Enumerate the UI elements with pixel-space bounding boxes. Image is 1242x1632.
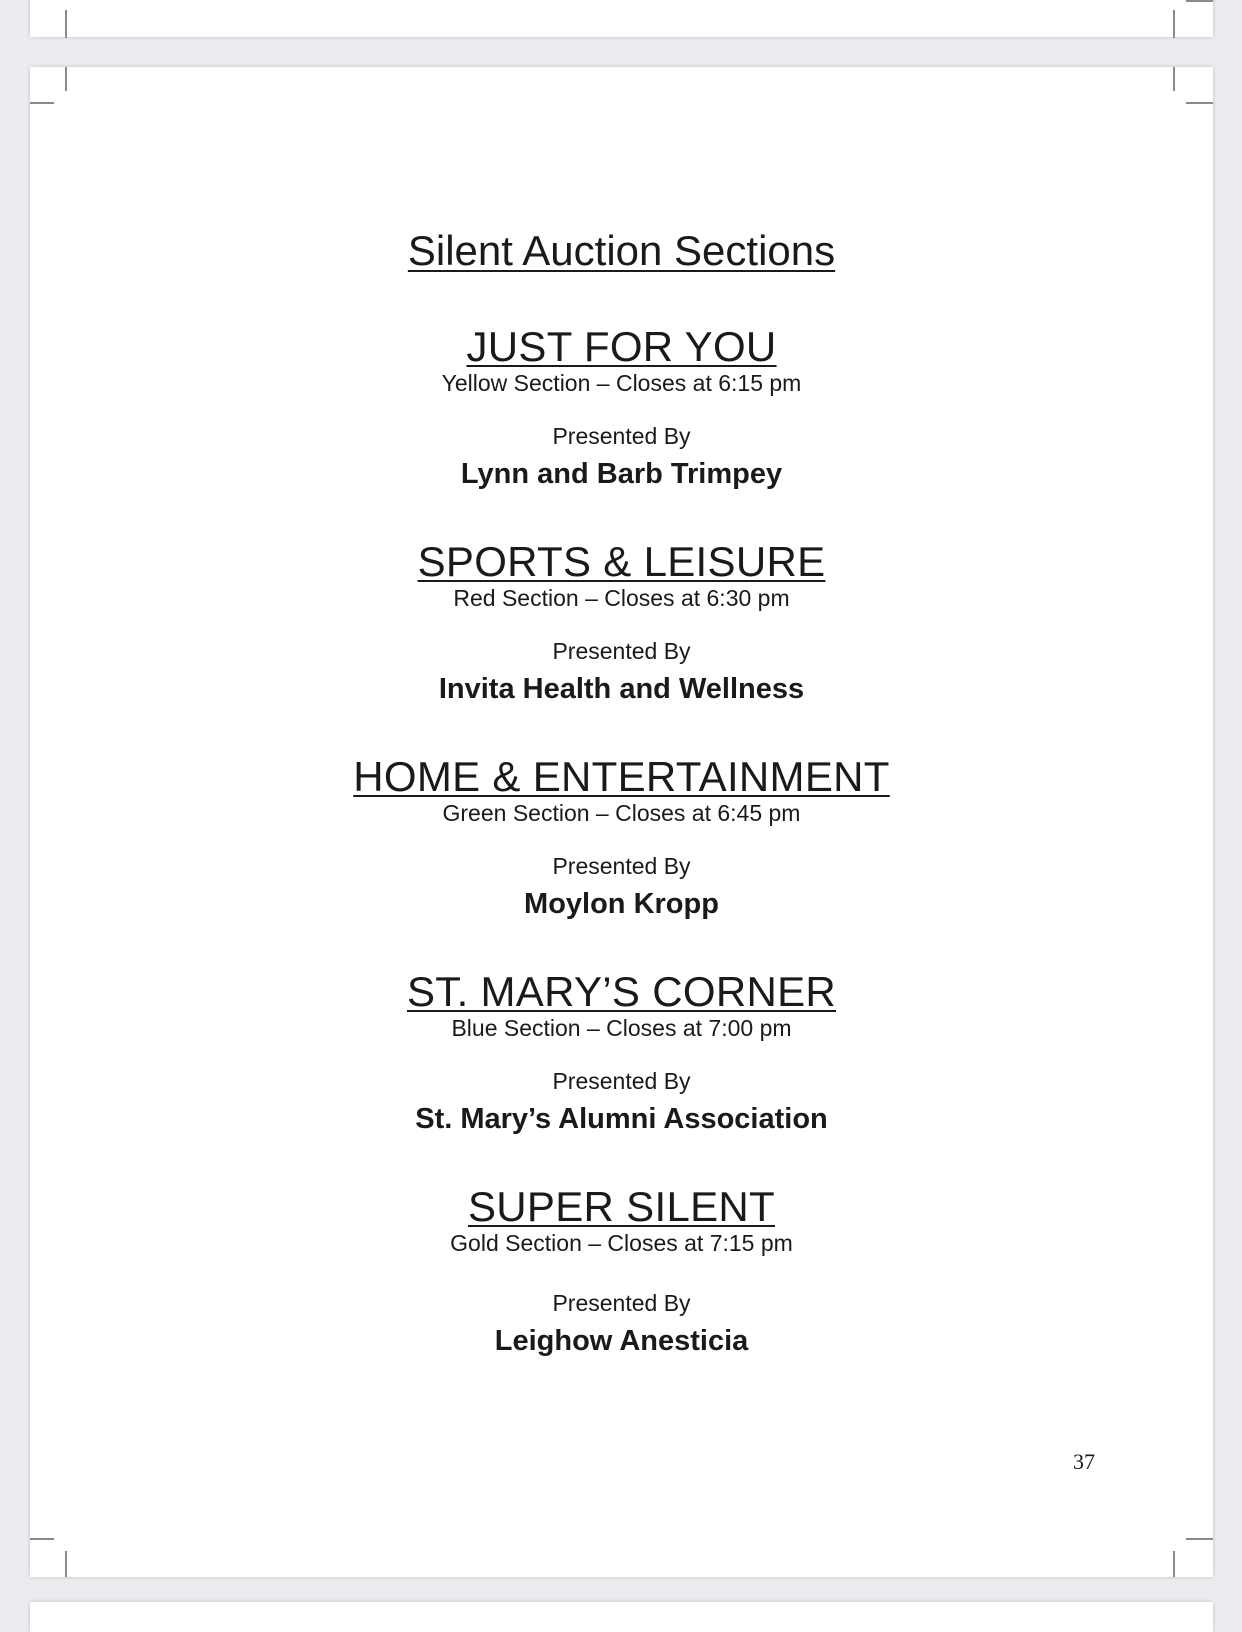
page-title: Silent Auction Sections xyxy=(407,227,836,274)
presenter-name: Leighow Anesticia xyxy=(494,1325,749,1357)
presented-by-label: Presented By xyxy=(552,1068,691,1094)
auction-section xyxy=(30,324,1213,491)
section-name: SUPER SILENT xyxy=(467,1183,775,1230)
auction-section xyxy=(30,754,1213,921)
section-closing-time: Green Section – Closes at 6:45 pm xyxy=(442,800,801,826)
section-name: ST. MARY’S CORNER xyxy=(406,968,837,1015)
presenter-name: Moylon Kropp xyxy=(524,888,719,920)
presenter-name: Lynn and Barb Trimpey xyxy=(460,458,783,490)
section-closing-time: Gold Section – Closes at 7:15 pm xyxy=(450,1230,793,1256)
section-name: HOME & ENTERTAINMENT xyxy=(353,753,890,800)
next-page xyxy=(30,1602,1213,1632)
crop-mark xyxy=(1173,10,1175,38)
section-name: SPORTS & LEISURE xyxy=(417,538,826,585)
crop-mark xyxy=(30,102,54,104)
presenter-name: Invita Health and Wellness xyxy=(438,673,805,705)
presented-by-label: Presented By xyxy=(552,853,691,879)
presented-by-label: Presented By xyxy=(552,1290,691,1316)
section-name: JUST FOR YOU xyxy=(466,323,777,370)
crop-mark xyxy=(65,10,67,38)
auction-section xyxy=(30,539,1213,706)
crop-mark xyxy=(65,67,67,91)
crop-mark xyxy=(65,1551,67,1577)
crop-mark xyxy=(30,1538,54,1540)
section-closing-time: Blue Section – Closes at 7:00 pm xyxy=(451,1015,792,1041)
section-closing-time: Yellow Section – Closes at 6:15 pm xyxy=(441,370,802,396)
crop-mark xyxy=(1186,1538,1213,1540)
presenter-name: St. Mary’s Alumni Association xyxy=(415,1103,828,1135)
crop-mark xyxy=(1186,0,1213,2)
auction-section xyxy=(30,1184,1213,1358)
crop-mark xyxy=(1173,67,1175,91)
crop-mark xyxy=(1173,1551,1175,1577)
presented-by-label: Presented By xyxy=(552,638,691,664)
presented-by-label: Presented By xyxy=(552,423,691,449)
auction-section xyxy=(30,969,1213,1136)
section-closing-time: Red Section – Closes at 6:30 pm xyxy=(453,585,790,611)
crop-mark xyxy=(1186,102,1213,104)
document-page xyxy=(30,67,1213,1577)
previous-page xyxy=(30,0,1213,37)
page-number: 37 xyxy=(1073,1449,1095,1474)
